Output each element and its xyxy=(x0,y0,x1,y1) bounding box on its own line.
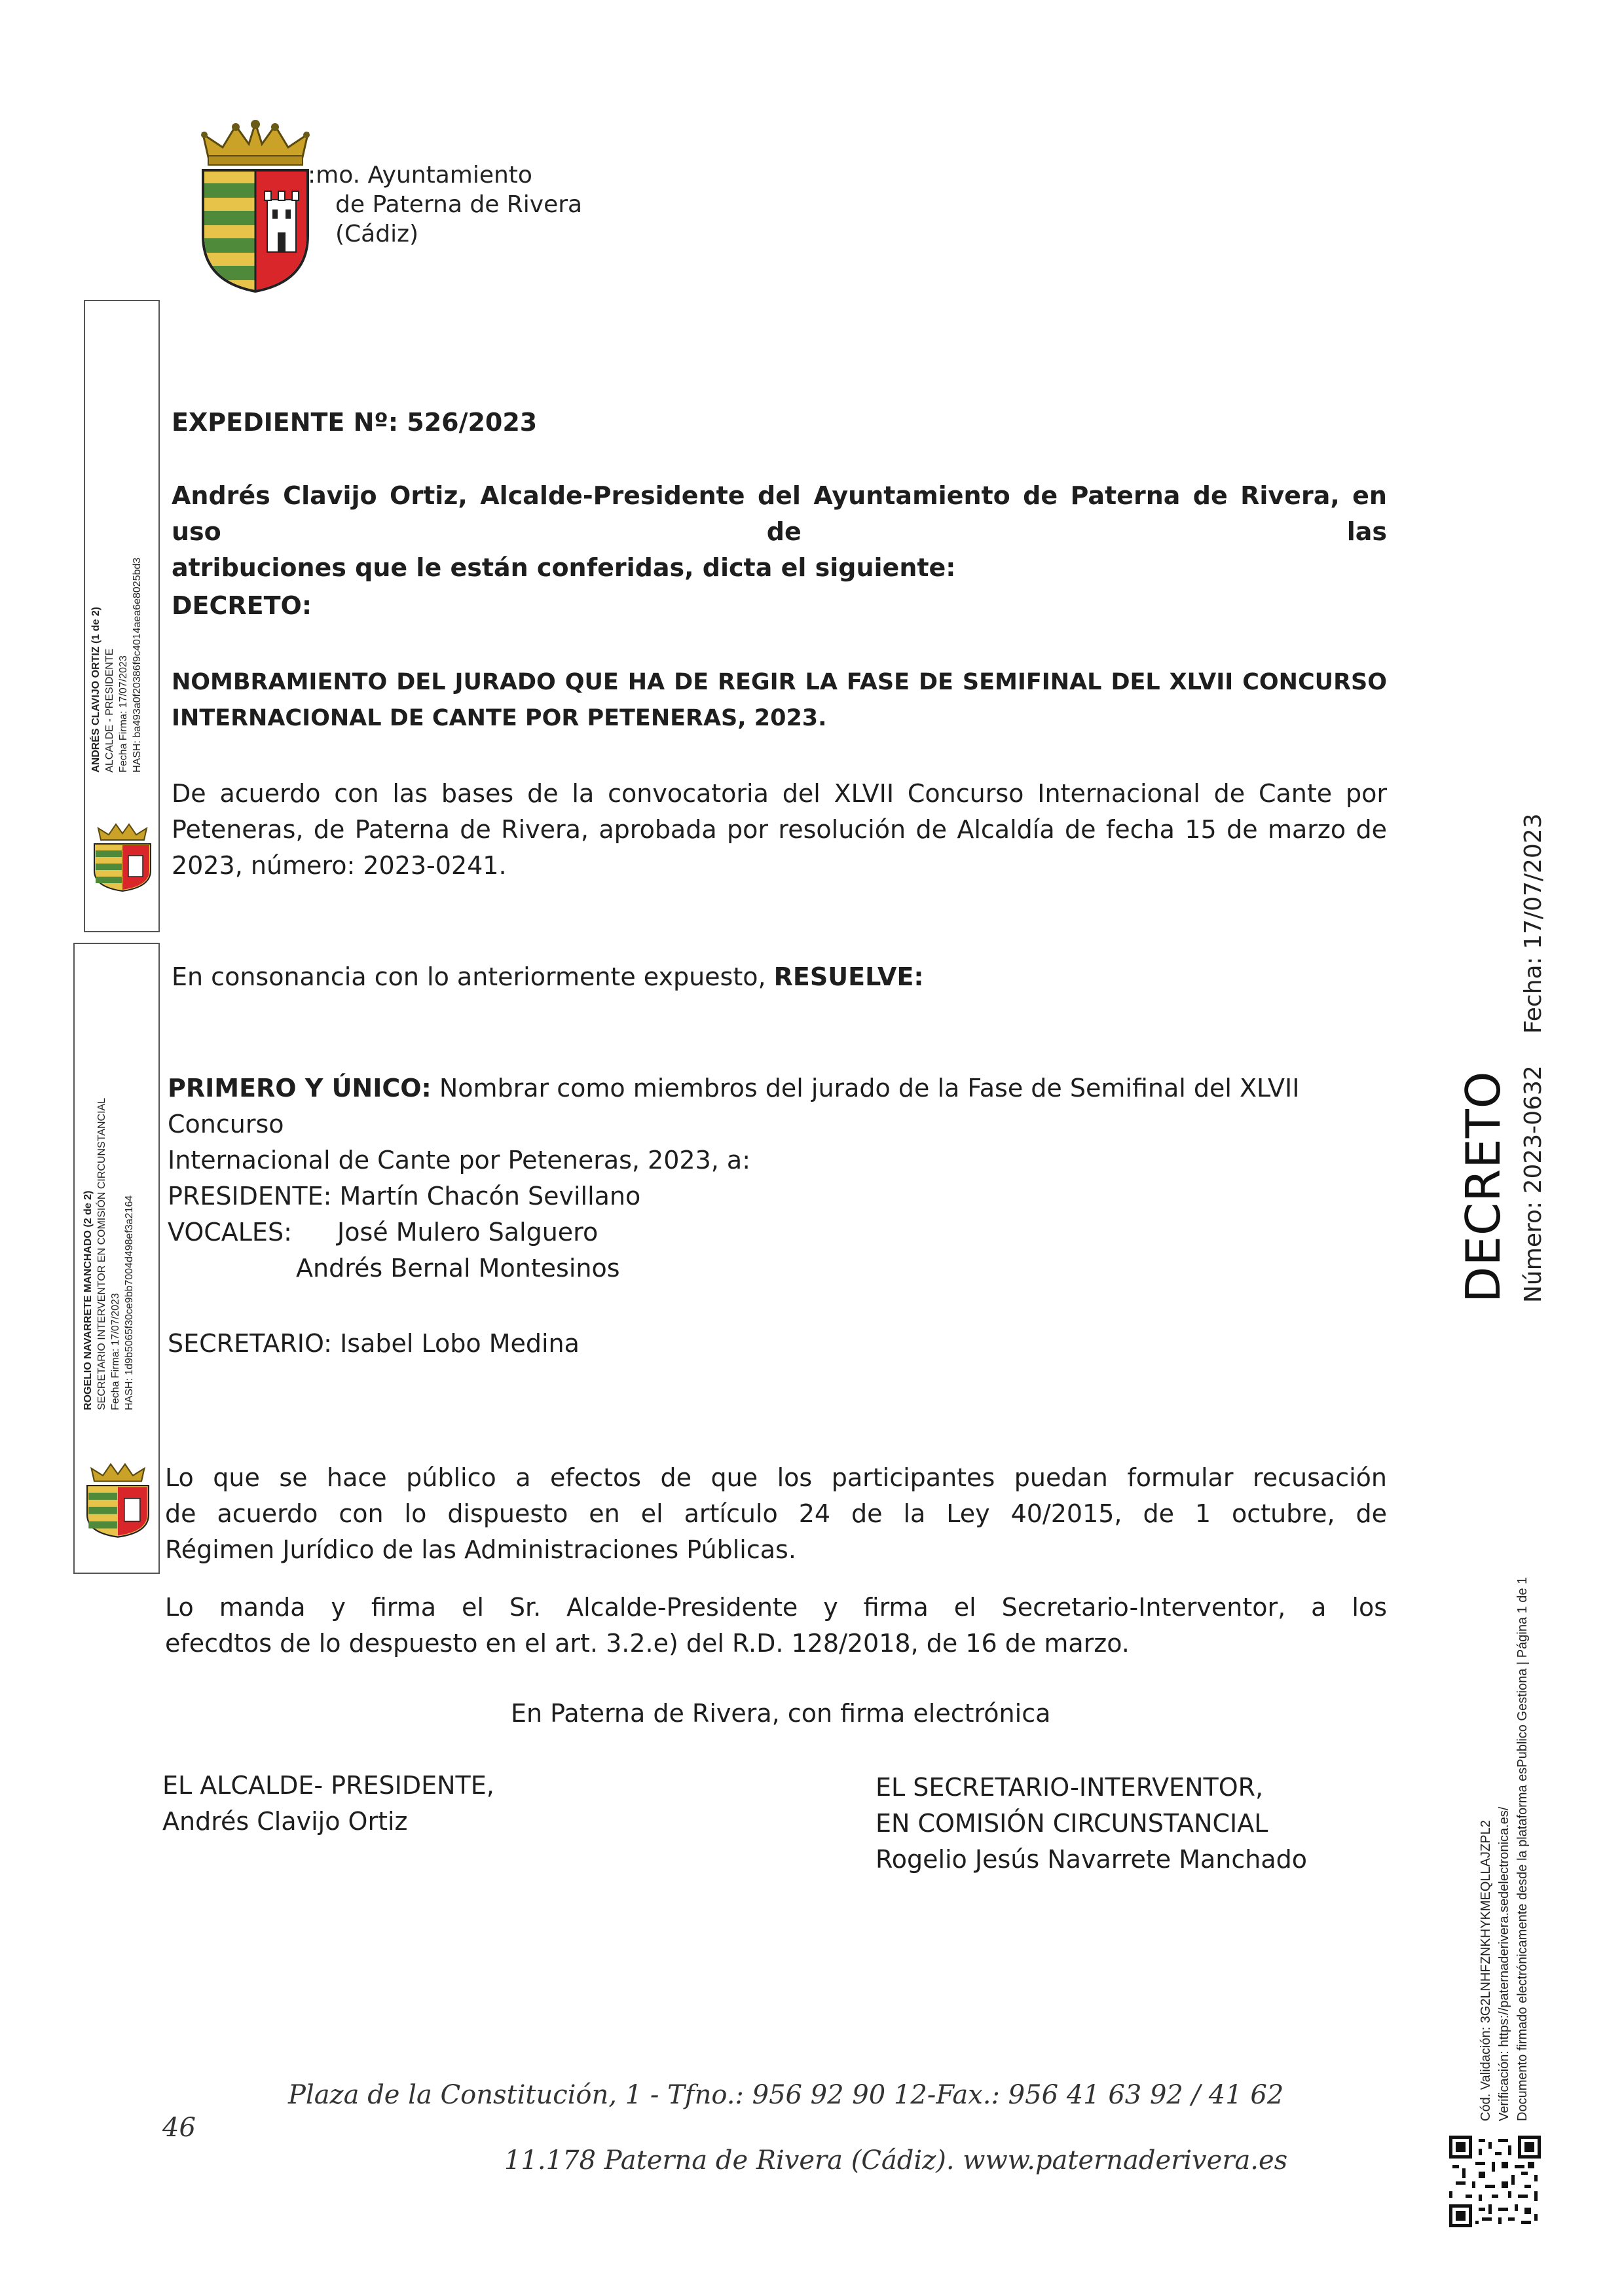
signature-block-secretario xyxy=(876,1770,1307,1878)
intro-line-1: Andrés Clavijo Ortiz, Alcalde-Presidente del Ayuntamiento de Paterna de Rivera, en uso de las xyxy=(172,481,1387,546)
primero-label: PRIMERO Y ÚNICO: xyxy=(168,1074,432,1102)
platform-note: Documento firmado electrónicamente desde la plataforma esPublico Gestiona | Página 1 de 1 xyxy=(1515,1576,1530,2121)
sign-right-title: EL SECRETARIO-INTERVENTOR, xyxy=(876,1773,1264,1802)
intro-line-2: atribuciones que le están conferidas, dicta el siguiente: xyxy=(172,553,956,582)
signature-box-secretario xyxy=(73,943,160,1574)
coat-of-arms xyxy=(196,118,314,295)
signer-role: SECRETARIO INTERVENTOR EN COMISIÓN CIRCUNSTANCIAL xyxy=(96,1097,107,1410)
manda-line-2: efecdtos de lo despuesto en el art. 3.2.e) del R.D. 128/2018, de 16 de marzo. xyxy=(165,1629,1130,1658)
stamp-numero: Número: 2023-0632 xyxy=(1520,1065,1547,1303)
signature-text-alcalde xyxy=(89,558,144,773)
publico-line-3: Régimen Jurídico de las Administraciones Públicas. xyxy=(165,1535,796,1564)
sign-right-name: Rogelio Jesús Navarrete Manchado xyxy=(876,1845,1307,1874)
primero-line-2: Internacional de Cante por Peteneras, 2023, a: xyxy=(168,1146,751,1175)
signer-name: ROGELIO NAVARRETE MANCHADO (2 de 2) xyxy=(83,1190,94,1410)
bases-paragraph xyxy=(172,776,1387,884)
bases-line-2: Peteneras, de Paterna de Rivera, aprobada por resolución de Alcaldía de fecha 15 de marzo de xyxy=(172,815,1387,844)
stamp-numero-fecha xyxy=(1519,813,1548,1303)
validation-code: Cód. Validación: 3G2LNHFZNKHYKMEQLLAJZPL2 xyxy=(1479,1820,1493,2121)
stamp-fecha: Fecha: 17/07/2023 xyxy=(1520,813,1547,1034)
municipal-arms-icon xyxy=(79,1461,157,1540)
expediente-number: EXPEDIENTE Nº: 526/2023 xyxy=(172,408,538,437)
page-number: 46 xyxy=(162,2113,196,2143)
consonancia-text: En consonancia con lo anteriormente expuesto, xyxy=(172,962,774,991)
primero-paragraph xyxy=(168,1070,1387,1178)
resuelve-label: RESUELVE: xyxy=(773,962,924,991)
intro-paragraph xyxy=(172,478,1387,586)
footer-address: Plaza de la Constitución, 1 - Tfno.: 956 92 90 12-Fax.: 956 41 63 92 / 41 62 xyxy=(288,2080,1284,2110)
jurado-vocal-1: José Mulero Salguero xyxy=(337,1218,599,1247)
signature-block-alcalde xyxy=(162,1768,494,1840)
primero-line-1: Nombrar como miembros del jurado de la Fase de Semifinal del XLVII Concurso xyxy=(168,1074,1300,1139)
firma-electronica: En Paterna de Rivera, con firma electrónica xyxy=(511,1699,1051,1728)
manda-paragraph xyxy=(165,1590,1387,1662)
jurado-presidente: PRESIDENTE: Martín Chacón Sevillano xyxy=(168,1182,641,1211)
shield-icon xyxy=(203,170,308,295)
footer-city-web: 11.178 Paterna de Rivera (Cádiz). www.paternaderivera.es xyxy=(504,2145,1288,2176)
decreto-label: DECRETO: xyxy=(172,591,312,620)
verification-text xyxy=(1477,1577,1532,2121)
header-line-1: :mo. Ayuntamiento xyxy=(308,162,532,189)
decree-title xyxy=(172,665,1387,737)
signature-hash: HASH: ba493a0f20386f9c4014aea6e8025bd3 xyxy=(132,557,143,773)
jurado-vocales-label: VOCALES: xyxy=(168,1218,292,1247)
publico-line-2: de acuerdo con lo dispuesto en el artículo 24 de la Ley 40/2015, de 1 octubre, de xyxy=(165,1499,1387,1528)
signature-text-secretario xyxy=(81,1098,136,1410)
decreto-stamp xyxy=(1457,1071,1509,1303)
sign-left-title: EL ALCALDE- PRESIDENTE, xyxy=(162,1771,494,1800)
title-line-1: NOMBRAMIENTO DEL JURADO QUE HA DE REGIR LA FASE DE SEMIFINAL DEL XLVII CONCURSO xyxy=(172,669,1387,695)
publico-paragraph xyxy=(165,1460,1387,1568)
signature-date: Fecha Firma: 17/07/2023 xyxy=(110,1293,121,1410)
signature-date: Fecha Firma: 17/07/2023 xyxy=(118,655,129,773)
jurado-vocal-2: Andrés Bernal Montesinos xyxy=(296,1254,620,1283)
signer-role: ALCALDE - PRESIDENTE xyxy=(104,648,115,773)
title-line-2: INTERNACIONAL DE CANTE POR PETENERAS, 2023. xyxy=(172,705,827,731)
bases-line-1: De acuerdo con las bases de la convocatoria del XLVII Concurso Internacional de Cante por xyxy=(172,779,1387,808)
bases-line-3: 2023, número: 2023-0241. xyxy=(172,851,507,880)
header-line-3: (Cádiz) xyxy=(335,221,419,247)
sign-right-commission: EN COMISIÓN CIRCUNSTANCIAL xyxy=(876,1809,1268,1838)
signer-name: ANDRÉS CLAVIJO ORTIZ (1 de 2) xyxy=(90,606,101,773)
jurado-secretario: SECRETARIO: Isabel Lobo Medina xyxy=(168,1329,580,1358)
sign-left-name: Andrés Clavijo Ortiz xyxy=(162,1807,408,1836)
qr-code-icon xyxy=(1449,2136,1541,2227)
manda-line-1: Lo manda y firma el Sr. Alcalde-Presidente y firma el Secretario-Interventor, a los xyxy=(165,1593,1387,1622)
stamp-decreto: DECRETO xyxy=(1456,1070,1511,1303)
publico-line-1: Lo que se hace público a efectos de que los participantes puedan formular recusación xyxy=(165,1463,1387,1492)
header-line-2: de Paterna de Rivera xyxy=(335,191,583,218)
crown-icon xyxy=(201,120,310,165)
consonancia-paragraph xyxy=(172,959,924,995)
signature-box-alcalde xyxy=(84,300,160,932)
signature-hash: HASH: 1d9b5065f30ce9bb7004d498ef3a2164 xyxy=(124,1195,135,1410)
municipal-arms-icon xyxy=(88,822,157,894)
verification-url[interactable]: Verificación: https://paternaderivera.sedelectronica.es/ xyxy=(1497,1806,1511,2121)
